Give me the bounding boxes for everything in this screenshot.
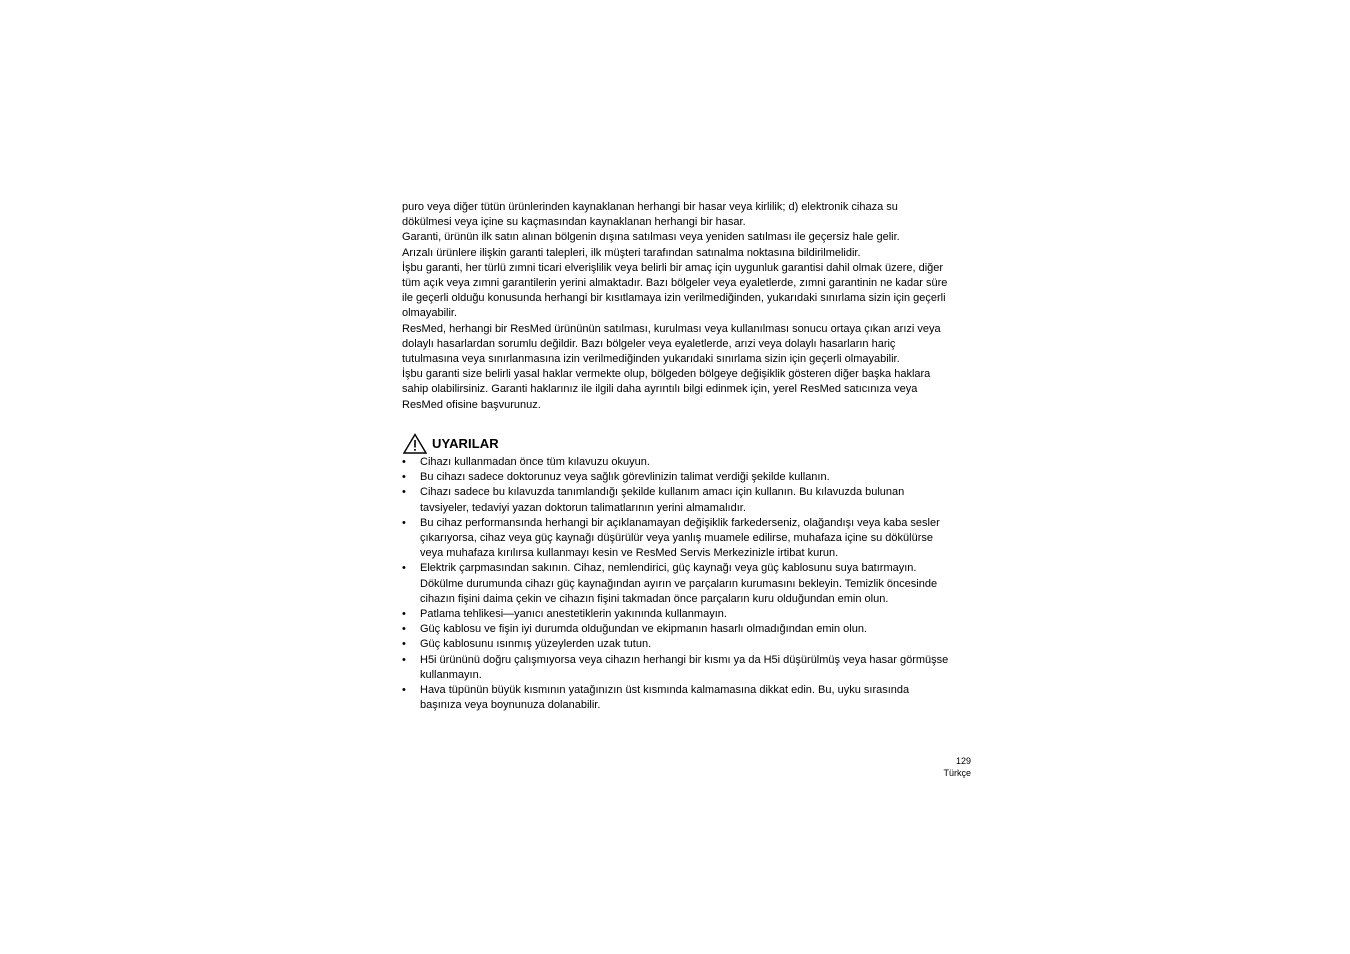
bullet: •	[402, 653, 406, 666]
bullet: •	[402, 486, 406, 499]
paragraph: Arızalı ürünlere ilişkin garanti talepleri, ilk müşteri tarafından satınalma noktasına bildirilmelidir.	[402, 246, 861, 259]
list-item-text: Patlama tehlikesi—yanıcı anestetiklerin yakınında kullanmayın.	[420, 608, 727, 621]
bullet: •	[402, 456, 406, 468]
list-item	[402, 470, 950, 485]
list-item	[402, 561, 950, 607]
list-item	[402, 653, 950, 683]
paragraph: puro veya diğer tütün ürünlerinden kaynaklanan herhangi bir hasar veya kirlilik; d) elektronik cihaza su dökülmesi veya içine su kaçmasından kaynaklanan herhangi bir hasar.	[402, 201, 898, 229]
page-language: Türkçe	[943, 768, 971, 778]
bullet: •	[402, 684, 406, 697]
paragraph: ResMed, herhangi bir ResMed ürününün satılması, kurulması veya kullanılması sonucu ortaya çıkan arızi veya dolaylı hasarlardan sorumlu değildir. Bazı bölgeler veya eyaletlerde, arızi veya dolaylı hasarların hariç tutulmasına veya sınırlanmasına izin verilmediğinden yukarıdaki sınırlama sizin için geçerli olmayabilir.	[402, 322, 941, 366]
list-item	[402, 683, 950, 713]
paragraph: Garanti, ürünün ilk satın alınan bölgenin dışına satılması veya yeniden satılması ile geçersiz hale gelir.	[402, 231, 900, 244]
page-number: 129	[955, 756, 971, 766]
paragraph: İşbu garanti, her türlü zımni ticari elverişlilik veya belirli bir amaç için uygunluk garantisi dahil olmak üzere, diğer tüm açık veya zımni garantilerin yerini almaktadır. Bazı bölgeler veya eyaletlerde, zımni garantinin ne kadar süre ile geçerli olduğu konusunda herhangi bir kısıtlamaya izin verilmediğinden, yukarıdaki sınırlama sizin için geçerli olmayabilir.	[402, 261, 948, 320]
bullet: •	[402, 638, 406, 651]
list-item-text: Elektrik çarpmasından sakının. Cihaz, nemlendirici, güç kaynağı veya güç kablosunu suya batırmayın. Dökülme durumunda cihazı güç kaynağından ayırın ve parçaların kurumasını bekleyin. Temizlik öncesinde cihazın fişini daima çekin ve cihazın fişini takmadan önce parçaların kuru olduğundan emin olun.	[420, 562, 938, 605]
list-item-text: Bu cihaz performansında herhangi bir açıklanamayan değişiklik farkederseniz, olağandışı veya kaba sesler çıkarıyorsa, cihaz veya güç kaynağı düşürülür veya yanlış muamele edilirse, muhafaza içine su dökülürse veya muhafaza kırılırsa kullanmayı kesin ve ResMed Servis Merkezinizle irtibat kurun.	[420, 516, 940, 560]
list-item	[402, 607, 950, 622]
list-item-text: Cihazı sadece bu kılavuzda tanımlandığı şekilde kullanım amacı için kullanın. Bu kılavuzda bulunan tavsiyeler, tedaviyi yazan doktorun talimatlarının yerini almamalıdır.	[420, 486, 905, 514]
paragraph: İşbu garanti size belirli yasal haklar vermekte olup, bölgeden bölgeye değişiklik gösteren diğer başka haklara sahip olabilirsiniz. Garanti haklarınız ile ilgili daha ayrıntılı bilgi edinmek için, yerel ResMed satıcınıza veya ResMed ofisine başvurunuz.	[402, 368, 931, 411]
bullet: •	[402, 623, 406, 636]
warnings-title: UYARILAR	[432, 435, 499, 451]
body-text	[402, 200, 950, 413]
warnings-heading	[403, 432, 499, 454]
bullet: •	[402, 562, 406, 575]
list-item-text: Güç kablosunu ısınmış yüzeylerden uzak tutun.	[420, 638, 652, 651]
list-item	[402, 637, 950, 652]
warnings-list	[402, 455, 950, 713]
list-item	[402, 485, 950, 515]
list-item-text: Güç kablosu ve fişin iyi durumda olduğundan ve ekipmanın hasarlı olmadığından emin olun.	[420, 623, 867, 636]
list-item-text: H5i ürününü doğru çalışmıyorsa veya cihazın herhangi bir kısmı ya da H5i düşürülmüş veya hasar görmüşse kullanmayın.	[420, 653, 949, 681]
list-item-text: Cihazı kullanmadan önce tüm kılavuzu okuyun.	[420, 456, 650, 468]
warning-triangle-icon	[403, 433, 427, 454]
list-item-text: Bu cihazı sadece doktorunuz veya sağlık görevlinizin talimat verdiği şekilde kullanın.	[420, 471, 830, 484]
bullet: •	[402, 608, 406, 621]
list-item	[402, 455, 950, 470]
list-item	[402, 622, 950, 637]
list-item-text: Hava tüpünün büyük kısmının yatağınızın üst kısmında kalmamasına dikkat edin. Bu, uyku sırasında başınıza veya boynunuza dolanabilir.	[420, 684, 910, 712]
bullet: •	[402, 516, 406, 529]
list-item	[402, 516, 950, 562]
bullet: •	[402, 471, 406, 484]
